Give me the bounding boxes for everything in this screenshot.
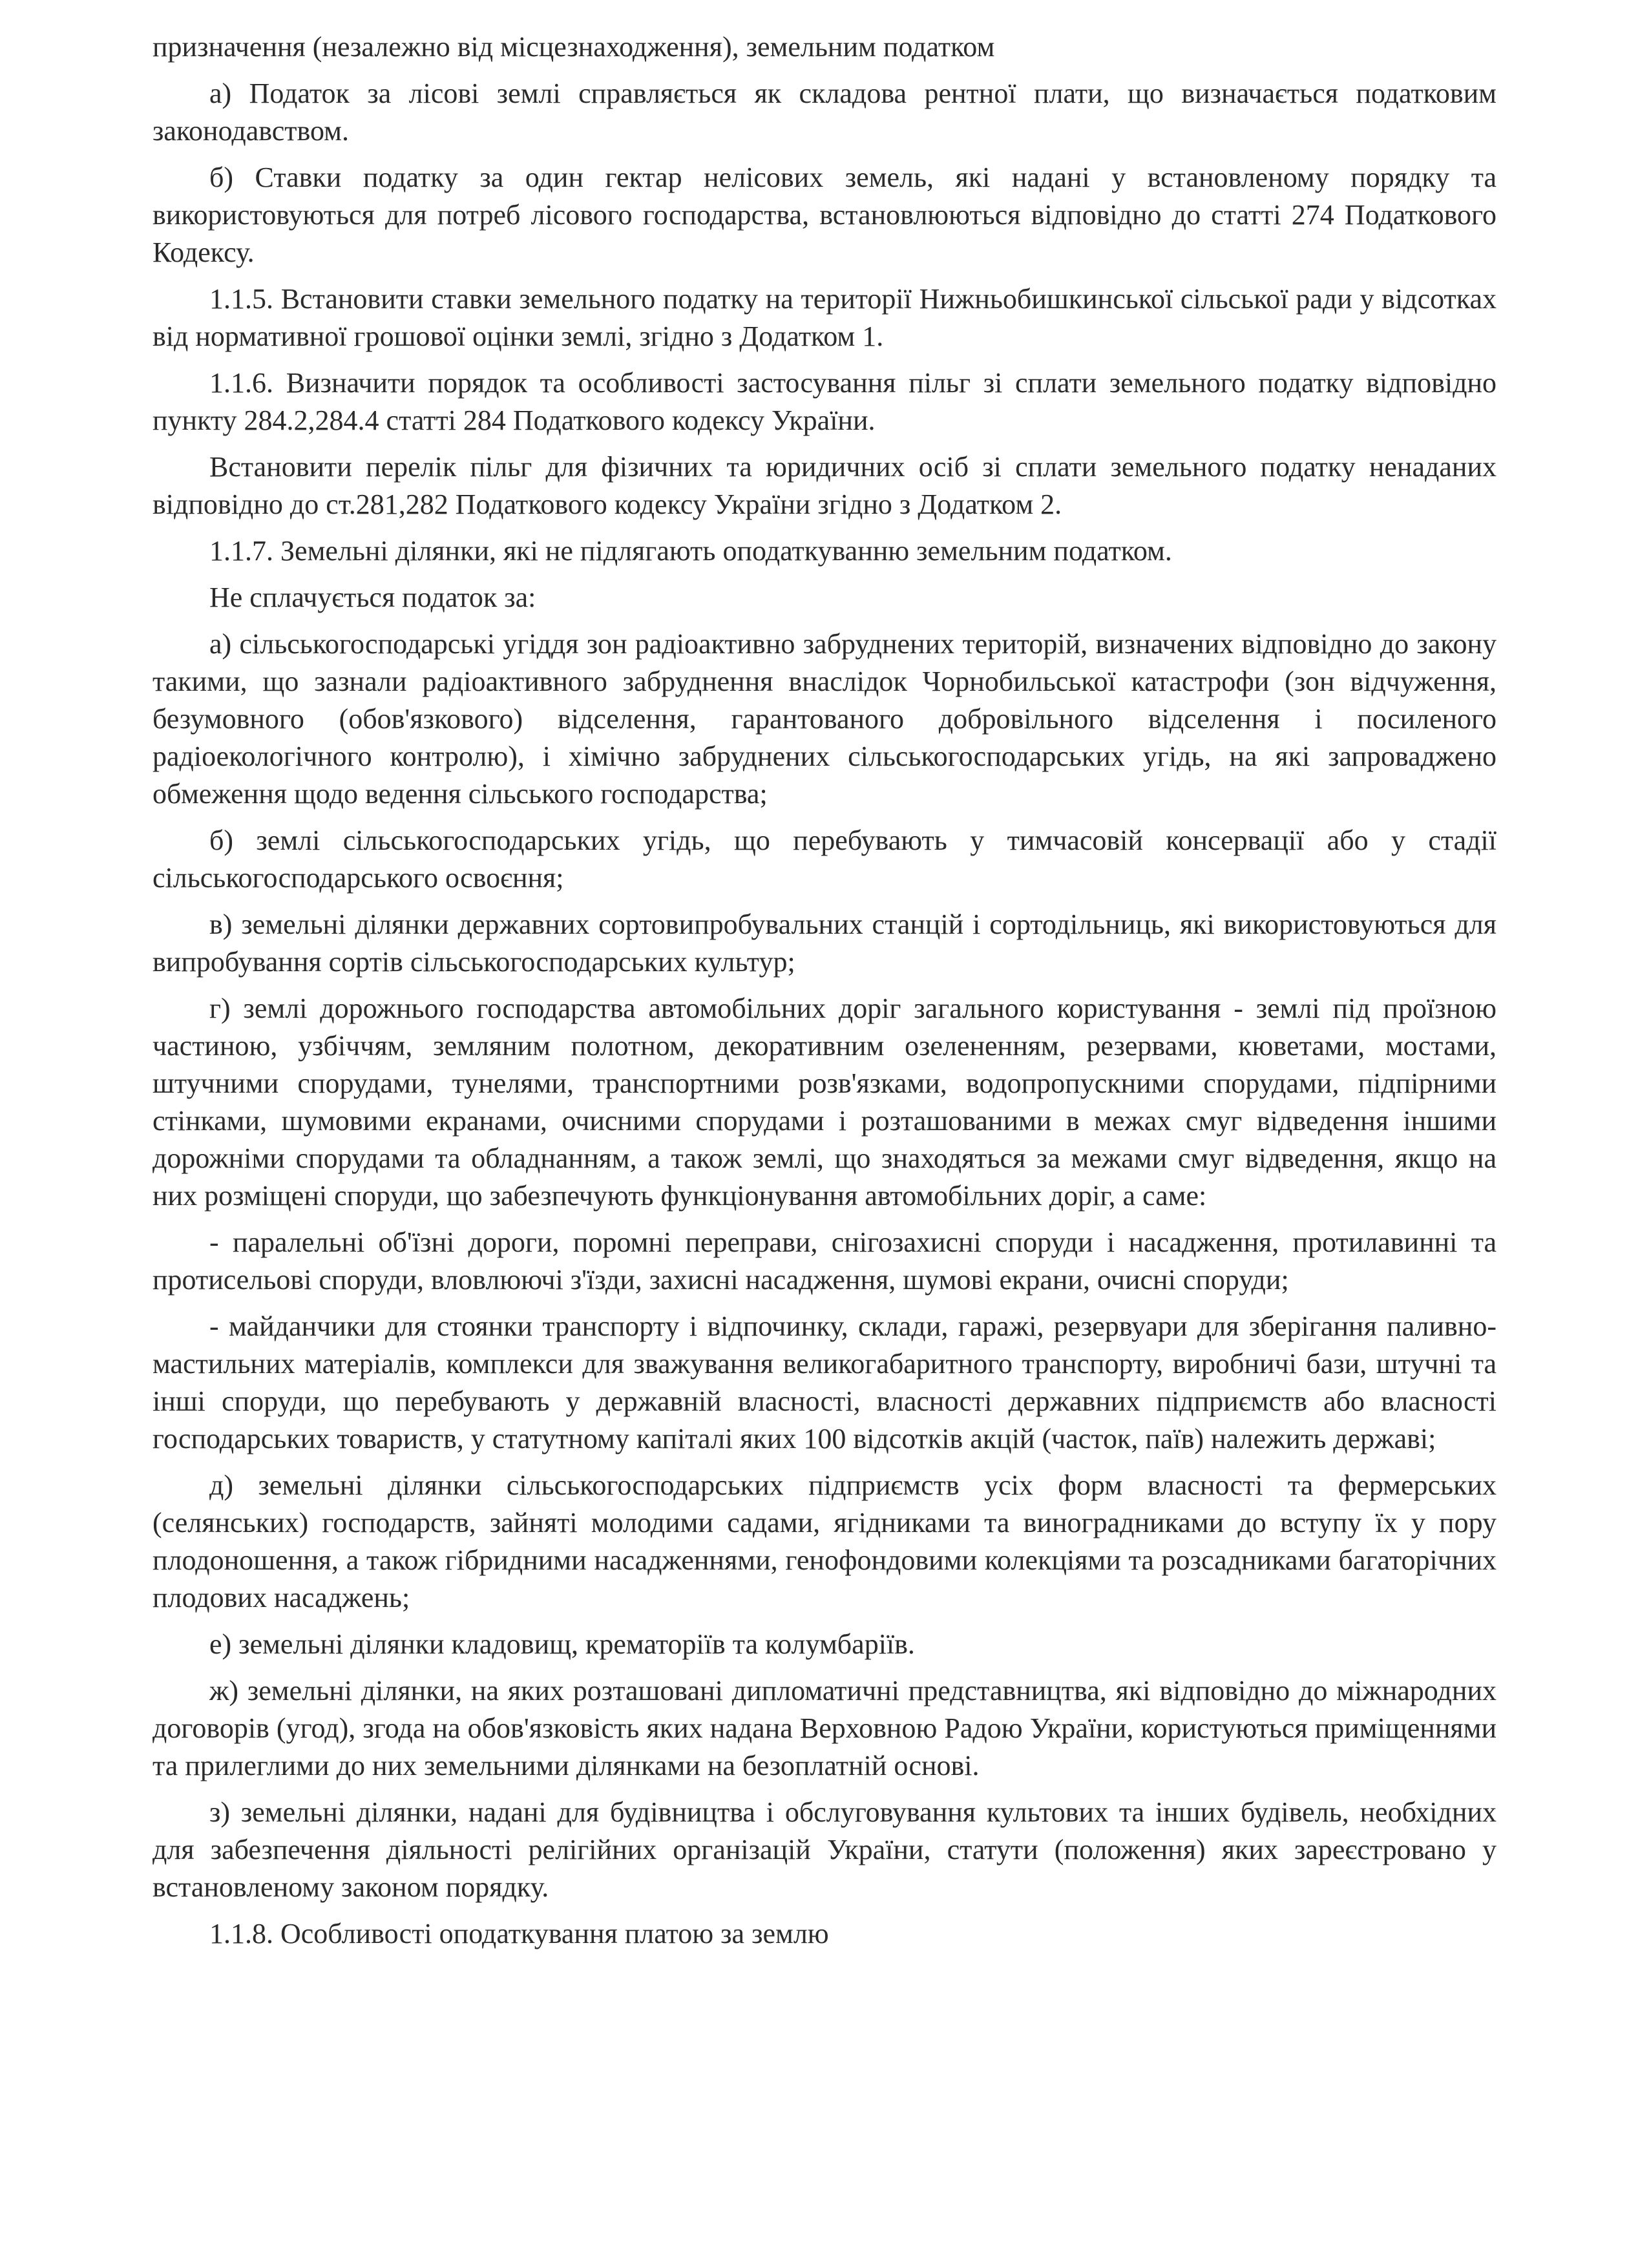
paragraph-benefits-list: Встановити перелік пільг для фізичних та юридичних осіб зі сплати земельного податку ненаданих відповідно до ст.281,282 Податкового кодексу України згідно з Додатком 2. xyxy=(152,451,1497,520)
paragraph-item-b-conservation: б) землі сільськогосподарських угідь, що перебувають у тимчасовій консервації або у стадії сільськогосподарського освоєння; xyxy=(152,824,1497,894)
paragraph-item-b-nonforest-rates: б) Ставки податку за один гектар нелісових земель, які надані у встановленому порядку та використовуються для потреб лісового господарства, встановлюються відповідно до статті 274 Податкового Кодексу. xyxy=(152,162,1497,268)
paragraph-item-a-forest-tax: а) Податок за лісові землі справляється як складова рентної плати, що визначається податковим законодавством. xyxy=(152,78,1497,147)
document-page xyxy=(152,28,1497,1962)
paragraph-item-g-road-lands: г) землі дорожнього господарства автомобільних доріг загального користування - землі під проїзною частиною, узбіччям, земляним полотном, декоративним озелененням, резервами, кюветами, мостами, штучними спорудами, тунелями, транспортними розв'язками, водопропускними спорудами, підпірними стінками, шумовими екранами, очисними спорудами і розташованими в межах смуг відведення іншими дорожніми спорудами та обладнанням, а також землі, що знаходяться за межами смуг відведення, якщо на них розміщені споруди, що забезпечують функціонування автомобільних доріг, а саме: xyxy=(152,992,1497,1212)
paragraph-dash-parking-areas: - майданчики для стоянки транспорту і відпочинку, склади, гаражі, резервуари для зберігання паливно-мастильних матеріалів, комплекси для зважування великогабаритного транспорту, виробничі бази, штучні та інші споруди, що перебувають у державній власності, власності державних підприємств або власності господарських товариств, у статутному капіталі яких 100 відсотків акцій (часток, паїв) належить державі; xyxy=(152,1310,1497,1454)
paragraph-not-taxed-intro: Не сплачується податок за: xyxy=(209,582,536,613)
paragraph-1-1-8: 1.1.8. Особливості оподаткування платою за землю xyxy=(209,1918,829,1949)
paragraph-1-1-5: 1.1.5. Встановити ставки земельного податку на території Нижньобишкинської сільської ради у відсотках від нормативної грошової оцінки землі, згідно з Додатком 1. xyxy=(152,283,1497,352)
paragraph-dash-parallel-roads: - паралельні об'їзні дороги, поромні переправи, снігозахисні споруди і насадження, протилавинні та протисельові споруди, вловлюючі з'їзди, захисні насадження, шумові екрани, очисні споруди; xyxy=(152,1226,1497,1296)
paragraph-item-zh-diplomatic: ж) земельні ділянки, на яких розташовані дипломатичні представництва, які відповідно до міжнародних договорів (угод), згода на обов'язковість яких надана Верховною Радою України, користуються приміщеннями та прилеглими до них земельними ділянками на безоплатній основі. xyxy=(152,1675,1497,1781)
paragraph-item-z-religious: з) земельні ділянки, надані для будівництва і обслуговування культових та інших будівель, необхідних для забезпечення діяльності релігійних організацій України, статути (положення) яких зареєстровано у встановленому законом порядку. xyxy=(152,1796,1497,1903)
paragraph-item-d-orchards: д) земельні ділянки сільськогосподарських підприємств усіх форм власності та фермерських (селянських) господарств, зайняті молодими садами, ягідниками та виноградниками до вступу їх у пору плодоношення, а також гібридними насадженнями, генофондовими колекціями та розсадниками багаторічних плодових насаджень; xyxy=(152,1469,1497,1613)
paragraph-1-1-6: 1.1.6. Визначити порядок та особливості застосування пільг зі сплати земельного податку відповідно пункту 284.2,284.4 статті 284 Податкового кодексу України. xyxy=(152,367,1497,436)
paragraph-continuation: призначення (незалежно від місцезнаходження), земельним податком xyxy=(152,31,995,63)
paragraph-1-1-7: 1.1.7. Земельні ділянки, які не підлягають оподаткуванню земельним податком. xyxy=(209,535,1172,567)
paragraph-item-a-radioactive: а) сільськогосподарські угіддя зон радіоактивно забруднених територій, визначених відповідно до закону такими, що зазнали радіоактивного забруднення внаслідок Чорнобильської катастрофи (зон відчуження, безумовного (обов'язкового) відселення, гарантованого добровільного відселення і посиленого радіоекологічного контролю), і хімічно забруднених сільськогосподарських угідь, на які запроваджено обмеження щодо ведення сільського господарства; xyxy=(152,628,1497,810)
paragraph-item-v-variety-testing: в) земельні ділянки державних сортовипробувальних станцій і сортодільниць, які використовуються для випробування сортів сільськогосподарських культур; xyxy=(152,908,1497,978)
paragraph-item-e-cemeteries: е) земельні ділянки кладовищ, крематоріїв та колумбаріїв. xyxy=(209,1628,915,1660)
